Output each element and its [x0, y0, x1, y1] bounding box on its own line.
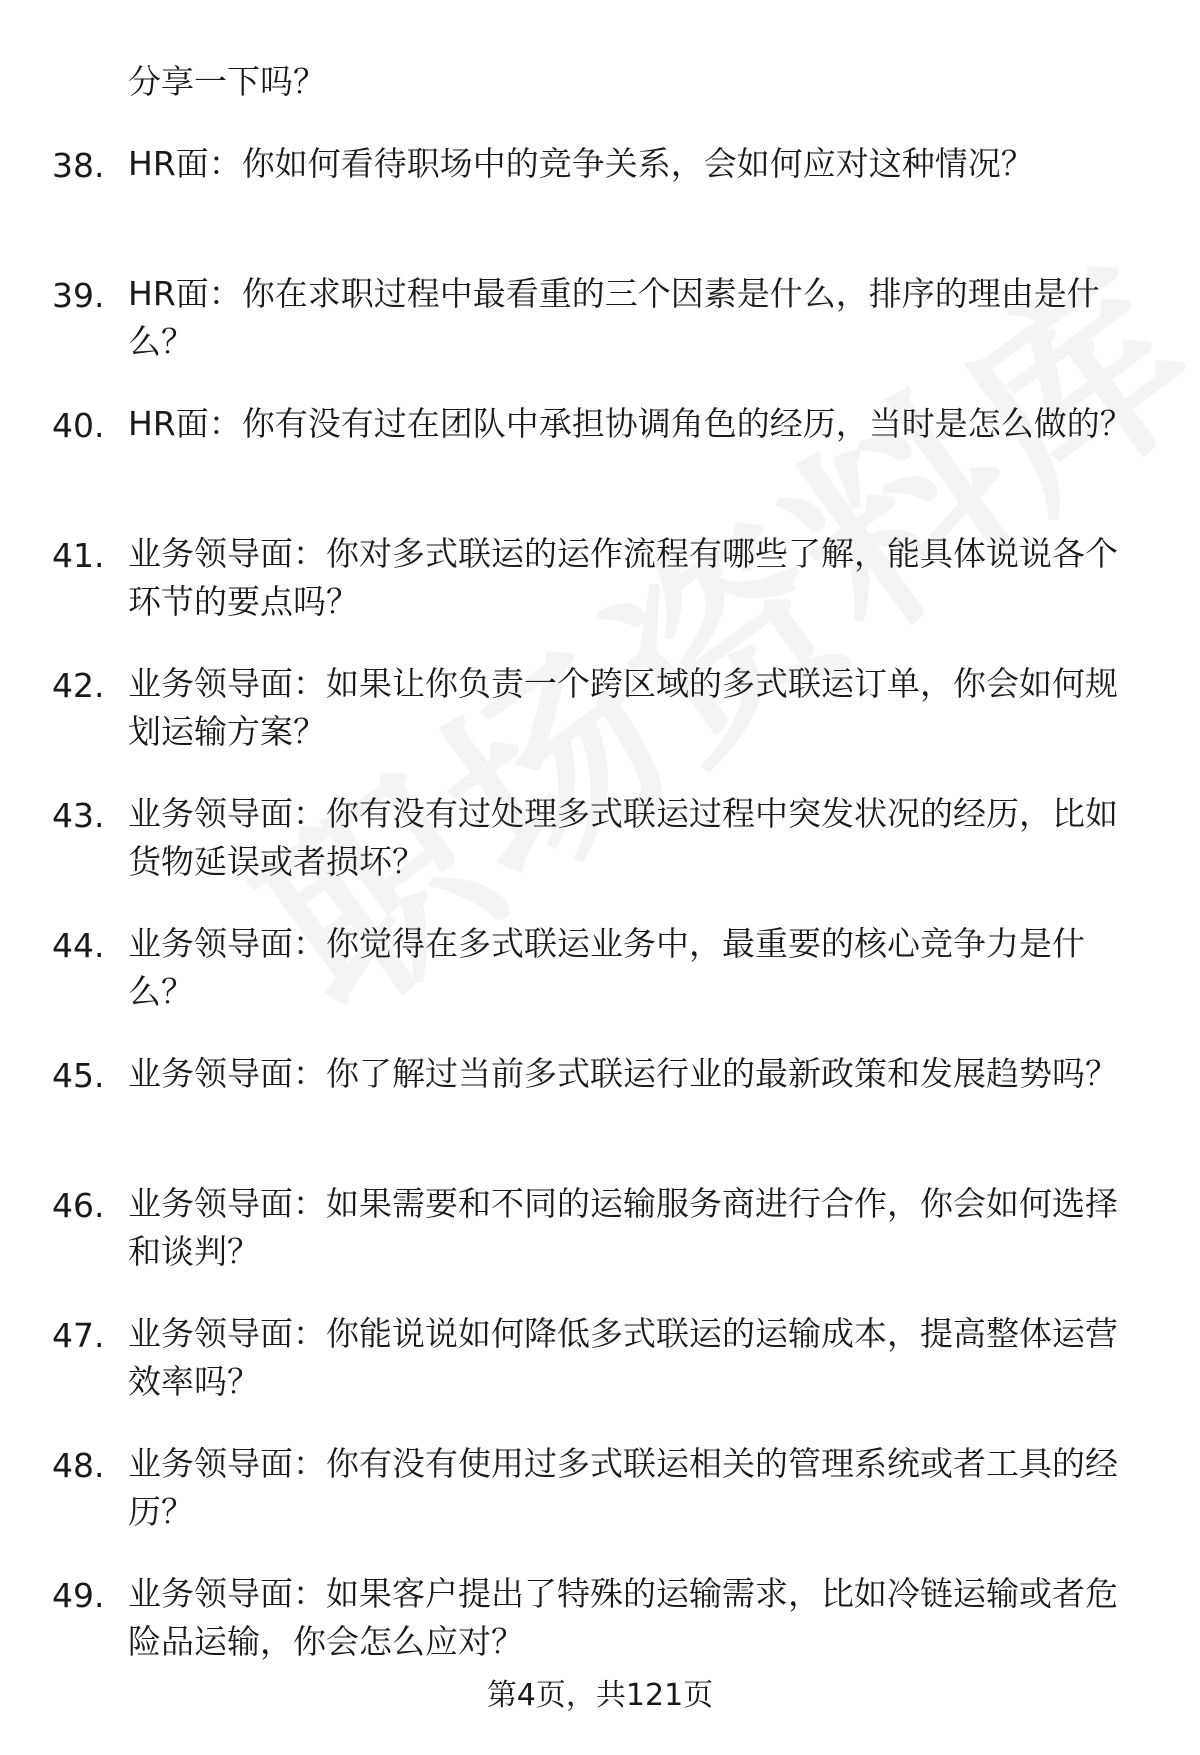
question-number: 44.: [52, 926, 105, 965]
list-item: [0, 660, 1200, 790]
question-list: [0, 140, 1200, 1700]
question-number: 45.: [52, 1056, 105, 1095]
list-item: [0, 920, 1200, 1050]
question-number: 49.: [52, 1576, 105, 1615]
list-item: [0, 1050, 1200, 1180]
question-text: 业务领导面：如果让你负责一个跨区域的多式联运订单，你会如何规划运输方案？: [128, 664, 1118, 751]
list-item: [0, 1310, 1200, 1440]
question-number: 41.: [52, 536, 105, 575]
question-number: 46.: [52, 1186, 105, 1225]
list-item: [0, 400, 1200, 530]
question-text: 业务领导面：如果客户提出了特殊的运输需求，比如冷链运输或者危险品运输，你会怎么应对？: [128, 1574, 1118, 1661]
list-item: [0, 1180, 1200, 1310]
question-text: HR面：你如何看待职场中的竞争关系，会如何应对这种情况？: [128, 144, 1034, 183]
list-item: [0, 1440, 1200, 1570]
continuation-text: 分享一下吗？: [128, 62, 326, 101]
question-text: 业务领导面：你对多式联运的运作流程有哪些了解，能具体说说各个环节的要点吗？: [128, 534, 1118, 621]
question-number: 38.: [52, 146, 105, 185]
list-item: [0, 790, 1200, 920]
question-text: 业务领导面：如果需要和不同的运输服务商进行合作，你会如何选择和谈判？: [128, 1184, 1118, 1271]
list-item: [0, 140, 1200, 270]
question-text: 业务领导面：你觉得在多式联运业务中，最重要的核心竞争力是什么？: [128, 924, 1085, 1011]
question-text: HR面：你在求职过程中最看重的三个因素是什么，排序的理由是什么？: [128, 274, 1100, 361]
question-text: 业务领导面：你了解过当前多式联运行业的最新政策和发展趋势吗？: [128, 1054, 1118, 1093]
question-number: 43.: [52, 796, 105, 835]
question-number: 42.: [52, 666, 105, 705]
question-text: 业务领导面：你有没有使用过多式联运相关的管理系统或者工具的经历？: [128, 1444, 1118, 1531]
question-number: 40.: [52, 406, 105, 445]
question-text: 业务领导面：你有没有过处理多式联运过程中突发状况的经历，比如货物延误或者损坏？: [128, 794, 1118, 881]
question-number: 47.: [52, 1316, 105, 1355]
question-text: 业务领导面：你能说说如何降低多式联运的运输成本，提高整体运营效率吗？: [128, 1314, 1118, 1401]
question-number: 48.: [52, 1446, 105, 1485]
question-text: HR面：你有没有过在团队中承担协调角色的经历，当时是怎么做的？: [128, 404, 1133, 443]
question-number: 39.: [52, 276, 105, 315]
list-item: [0, 530, 1200, 660]
page-footer: 第4页，共121页: [486, 1678, 714, 1713]
list-item: [0, 270, 1200, 400]
